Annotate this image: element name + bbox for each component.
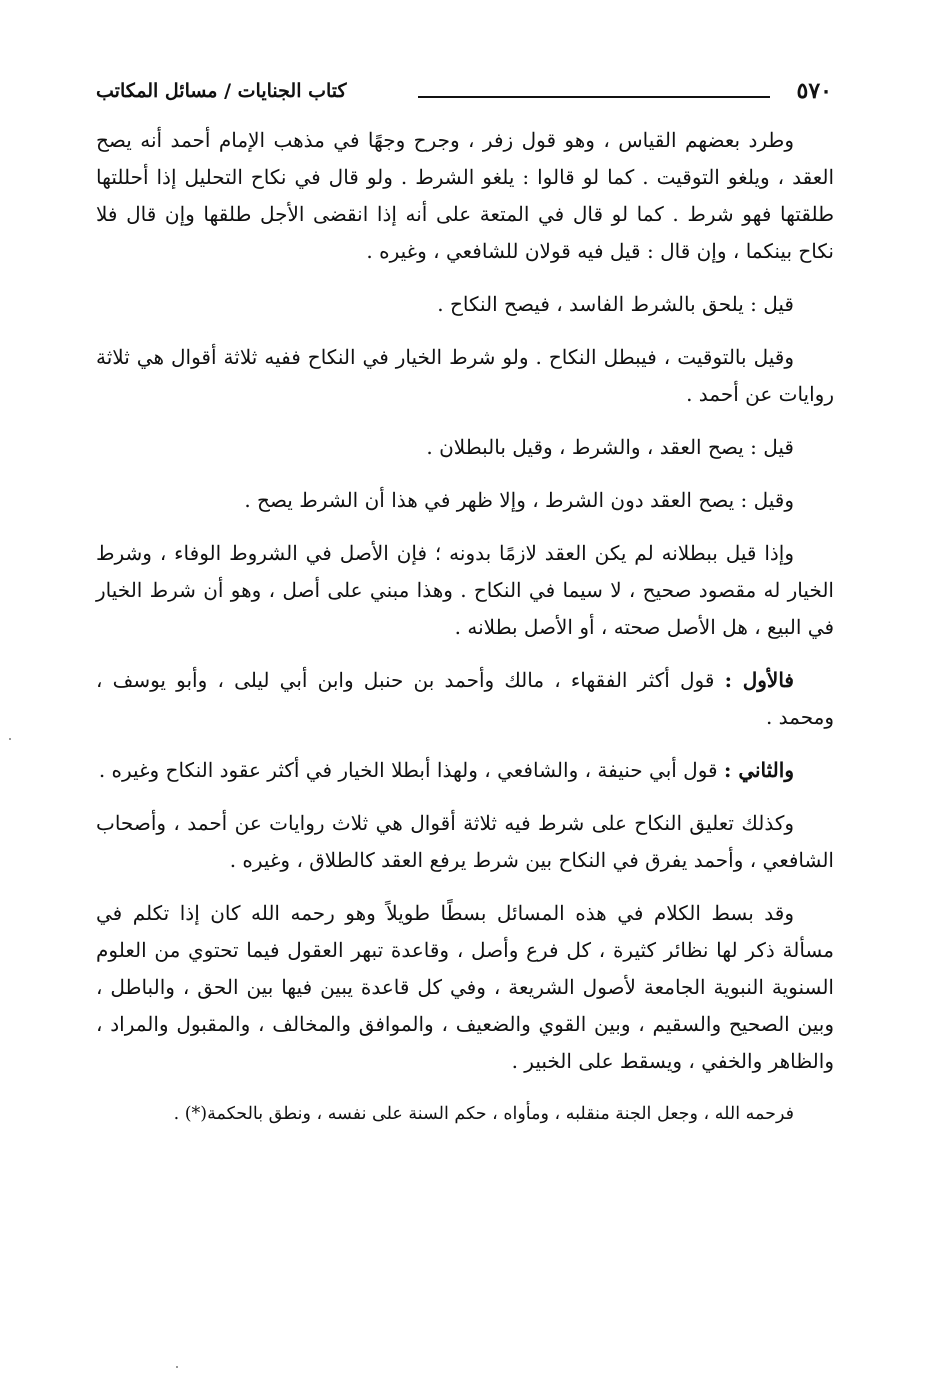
paragraph-text: وكذلك تعليق النكاح على شرط فيه ثلاثة أقوال هي ثلاث روايات عن أحمد ، وأصحاب الشافعي ، وأحمد يفرق في النكاح بين شرط يرفع العقد كالطلاق ، وغيره . (96, 811, 834, 872)
paragraph-lead: فالأول : (724, 668, 794, 692)
header-rule (418, 96, 770, 98)
body-text (96, 122, 834, 1133)
paragraph (96, 805, 834, 879)
paragraph (96, 286, 834, 323)
page-header (96, 74, 832, 114)
scan-speck (9, 738, 11, 740)
paragraph-text: قول أبي حنيفة ، والشافعي ، ولهذا أبطلا الخيار في أكثر عقود النكاح وغيره . (98, 758, 718, 782)
paragraph-text: وقد بسط الكلام في هذه المسائل بسطًا طويلاً وهو رحمه الله كان إذا تكلم في مسألة ذكر لها نظائر كثيرة ، كل فرع وأصل ، وقاعدة تبهر العقول فيما تحتوي من العلوم السنوية النبوية الجامعة لأصول الشريعة ، وفي كل قاعدة يبين فيها بين الحق ، والباطل ، وبين الصحيح والسقيم ، وبين القوي والضعيف ، والموافق والمخالف ، والمقبول والمراد ، والظاهر والخفي ، ويسقط على الخبير . (96, 901, 834, 1073)
paragraph (96, 895, 834, 1080)
scan-speck (176, 1366, 178, 1368)
page-number: ٥٧٠ (796, 78, 832, 104)
paragraph-text: وإذا قيل ببطلانه لم يكن العقد لازمًا بدونه ؛ فإن الأصل في الشروط الوفاء ، وشرط الخيار له مقصود صحيح ، لا سيما في النكاح . وهذا مبني على أصل ، وهو أن شرط الخيار في البيع ، هل الأصل صحته ، أو الأصل بطلانه . (96, 541, 834, 639)
paragraph (96, 662, 834, 736)
paragraph (96, 429, 834, 466)
closing-paragraph (96, 1096, 834, 1133)
paragraph-text: وقيل : يصح العقد دون الشرط ، وإلا ظهر في هذا أن الشرط يصح . (244, 488, 794, 512)
paragraph-text: وقيل بالتوقيت ، فيبطل النكاح . ولو شرط الخيار في النكاح ففيه ثلاثة أقوال هي ثلاثة روايات عن أحمد . (96, 345, 834, 406)
paragraph (96, 752, 834, 789)
paragraph-text: قيل : يصح العقد ، والشرط ، وقيل بالبطلان . (426, 435, 794, 459)
paragraph (96, 339, 834, 413)
paragraph-text: قول أكثر الفقهاء ، مالك وأحمد بن حنبل وابن أبي ليلى ، وأبو يوسف ، ومحمد . (96, 668, 834, 729)
closing-text: فرحمه الله ، وجعل الجنة منقلبه ، ومأواه ، حكم السنة على نفسه ، ونطق بالحكمة(*) . (173, 1104, 794, 1124)
paragraph (96, 122, 834, 270)
paragraph (96, 535, 834, 646)
running-title: كتاب الجنايات / مسائل المكاتب (96, 80, 347, 102)
paragraph-lead: والثاني : (723, 758, 794, 782)
paragraph-text: وطرد بعضهم القياس ، وهو قول زفر ، وجرح وجهًا في مذهب الإمام أحمد أنه يصح العقد ، ويلغو التوقيت . كما لو قالوا : يلغو الشرط . ولو قال في نكاح التحليل إذا أحللتها طلقتها فهو شرط . كما لو قال في المتعة على أنه إذا انقضى الأجل طلقها وإن قال فلا نكاح بينكما ، وإن قال : قيل فيه قولان للشافعي ، وغيره . (96, 128, 834, 263)
paragraph (96, 482, 834, 519)
paragraph-text: قيل : يلحق بالشرط الفاسد ، فيصح النكاح . (437, 292, 794, 316)
